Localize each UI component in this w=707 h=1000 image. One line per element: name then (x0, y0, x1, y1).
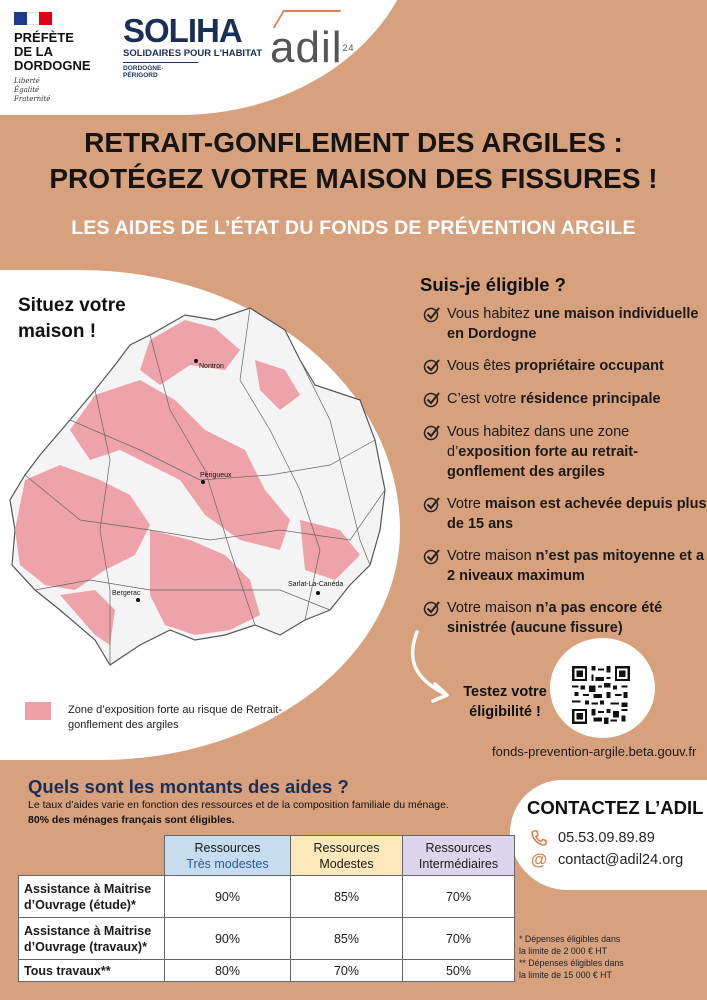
amounts-description (28, 798, 449, 828)
website-link[interactable]: fonds-prevention-argile.beta.gouv.fr (492, 744, 697, 759)
eligibility-item (423, 356, 707, 376)
table-row (19, 960, 515, 982)
check-circle-icon (423, 423, 441, 441)
amounts-desc-line-1: Le taux d’aides varie en fonction des ressources et de la composition familiale du ménage. (28, 799, 449, 811)
main-title (0, 125, 707, 197)
table-row (19, 876, 515, 918)
col-header-modestes: Ressources Modestes (291, 836, 403, 876)
table-cell: 70% (403, 876, 515, 918)
table-cell: 70% (291, 960, 403, 982)
row-label: Assistance à Maitrise d’Ouvrage (travaux)* (19, 918, 165, 960)
table-corner (19, 836, 165, 876)
legend-text: Zone d’exposition forte au risque de Retrait-gonflement des argiles (68, 704, 283, 731)
table-row (19, 918, 515, 960)
phone-number[interactable]: 05.53.09.89.89 (558, 830, 655, 846)
table-header-row (19, 836, 515, 876)
footnotes: * Dépenses éligibles dans la limite de 2 000 € HT ** Dépenses éligibles dans la limite de 15 000 € HT (519, 934, 624, 980)
adil-number: 24 (342, 43, 355, 53)
table-cell: 85% (291, 876, 403, 918)
check-circle-icon (423, 495, 441, 513)
subtitle: LES AIDES DE L’ÉTAT DU FONDS DE PRÉVENTION ARGILE (71, 217, 636, 239)
test-eligibility-label: Testez votre éligibilité ! (463, 684, 547, 720)
soliha-logo (123, 14, 262, 79)
adil-name: adil (270, 23, 343, 72)
soliha-tagline: SOLIDAIRES POUR L'HABITAT (123, 48, 263, 59)
table-cell: 70% (403, 918, 515, 960)
eligibility-item (423, 546, 707, 586)
eligibility-text: Votre maison est achevée depuis plus de 15 ans (447, 496, 707, 532)
eligibility-text: Votre maison n’est pas mitoyenne et a 2 niveaux maximum (447, 548, 705, 584)
amounts-desc-line-2: 80% des ménages français sont éligibles. (28, 814, 235, 826)
title-line-1: RETRAIT-GONFLEMENT DES ARGILES : (84, 127, 623, 158)
table-cell: 90% (165, 876, 291, 918)
contact-heading: CONTACTEZ L’ADIL (527, 797, 704, 818)
french-flag-icon (14, 12, 52, 25)
soliha-name: SOLIHA (123, 12, 242, 49)
republic-motto: Liberté Égalité Fraternité (14, 77, 51, 103)
row-label: Assistance à Maitrise d’Ouvrage (étude)* (19, 876, 165, 918)
eligibility-list (423, 304, 707, 638)
phone-icon (530, 829, 548, 847)
aids-table (18, 835, 515, 982)
dordogne-risk-map (0, 290, 405, 700)
eligibility-text: Vous habitez une maison individuelle en Dordogne (447, 306, 699, 342)
city-label-nontron: Nontron (199, 363, 224, 370)
title-line-2: PROTÉGEZ VOTRE MAISON DES FISSURES ! (49, 163, 658, 194)
table-cell: 85% (291, 918, 403, 960)
eligibility-text: Vous êtes propriétaire occupant (447, 358, 664, 374)
at-icon: @ (530, 850, 548, 869)
eligibility-text: Vous habitez dans une zone d’exposition forte au retrait-gonflement des argiles (447, 424, 638, 480)
soliha-region: DORDOGNE-PÉRIGORD (123, 62, 198, 79)
check-circle-icon (423, 390, 441, 408)
city-label-bergerac: Bergerac (112, 590, 141, 597)
row-label: Tous travaux** (19, 960, 165, 982)
eligibility-text: Votre maison n’a pas encore été sinistrée (aucune fissure) (447, 600, 663, 636)
eligibility-heading: Suis-je éligible ? (420, 274, 566, 295)
email-address[interactable]: contact@adil24.org (558, 852, 684, 868)
eligibility-item (423, 389, 707, 409)
map-heading: Situez votre maison ! (18, 295, 126, 342)
prefecture-logo (14, 12, 114, 104)
eligibility-item (423, 494, 707, 534)
contact-phone[interactable] (530, 829, 655, 847)
adil-roof-icon (273, 10, 341, 28)
eligibility-item (423, 422, 707, 482)
check-circle-icon (423, 547, 441, 565)
city-dot (136, 598, 140, 602)
qr-code[interactable] (570, 664, 632, 726)
check-circle-icon (423, 305, 441, 323)
eligibility-text: C’est votre résidence principale (447, 391, 661, 407)
city-label-sarlat: Sarlat-La-Canéda (288, 581, 344, 588)
col-header-intermediaires: Ressources Intermédiaires (403, 836, 515, 876)
col-header-tres-modestes: Ressources Très modestes (165, 836, 291, 876)
eligibility-item (423, 598, 707, 638)
table-cell: 90% (165, 918, 291, 960)
city-dot (201, 480, 205, 484)
table-cell: 80% (165, 960, 291, 982)
check-circle-icon (423, 357, 441, 375)
amounts-heading: Quels sont les montants des aides ? (28, 776, 349, 797)
eligibility-item (423, 304, 707, 344)
contact-email[interactable] (530, 850, 683, 870)
prefecture-name: PRÉFÈTE DE LA DORDOGNE (14, 30, 91, 73)
table-cell: 50% (403, 960, 515, 982)
city-label-perigueux: Périgueux (200, 472, 232, 479)
city-dot (194, 359, 198, 363)
check-circle-icon (423, 599, 441, 617)
legend-swatch (25, 702, 51, 720)
city-dot (316, 591, 320, 595)
adil-wordmark (270, 23, 355, 72)
adil-logo (270, 10, 355, 72)
